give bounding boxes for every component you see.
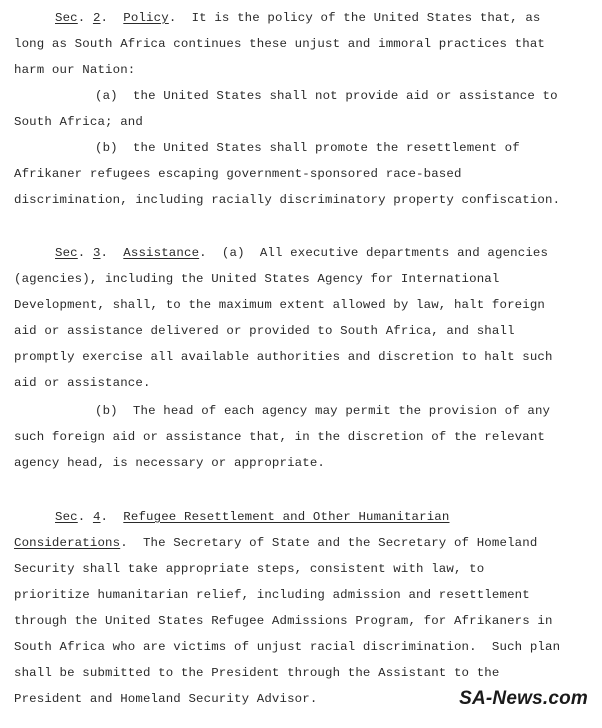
sec2-line2: long as South Africa continues these unjust and immoral practices that	[14, 37, 545, 51]
sec4-line3: Security shall take appropriate steps, consistent with law, to	[14, 562, 485, 576]
sec4-number: 4	[92, 510, 101, 524]
sec3-line4: aid or assistance delivered or provided to South Africa, and shall	[14, 324, 515, 338]
sec2-label: Sec	[55, 11, 78, 25]
sec2-line1-text: . It is the policy of the United States that, as	[168, 11, 541, 25]
sec4-heading-line: Sec. 4. Refugee Resettlement and Other Humanitarian	[55, 510, 450, 524]
sec3-b-line1: (b) The head of each agency may permit the provision of any	[95, 404, 551, 418]
sec4-line2-text: . The Secretary of State and the Secretary of Homeland	[120, 536, 538, 550]
sec2-b-line3: discrimination, including racially discriminatory property confiscation.	[14, 193, 561, 207]
sec3-number: 3	[92, 246, 101, 260]
sec3-line3: Development, shall, to the maximum extent allowed by law, halt foreign	[14, 298, 545, 312]
sec4-line6: South Africa who are victims of unjust racial discrimination. Such plan	[14, 640, 561, 654]
sec4-line4: prioritize humanitarian relief, including admission and resettlement	[14, 588, 530, 602]
sec4-line7: shall be submitted to the President through the Assistant to the	[14, 666, 500, 680]
sec4-title-line2: Considerations	[14, 536, 121, 550]
sec4-label: Sec	[55, 510, 78, 524]
sec3-heading-line: Sec. 3. Assistance. (a) All executive departments and agencies	[55, 246, 549, 260]
sec4-title-line1: Refugee Resettlement and Other Humanitarian	[123, 510, 450, 524]
sec4-line2	[14, 535, 537, 551]
sec2-heading-line: Sec. 2. Policy. It is the policy of the United States that, as	[55, 11, 541, 25]
sec3-b-line2: such foreign aid or assistance that, in the discretion of the relevant	[14, 430, 545, 444]
sec2-line3: harm our Nation:	[14, 63, 136, 77]
sec2-b-line2: Afrikaner refugees escaping government-sponsored race-based	[14, 167, 462, 181]
sec2-b-line1: (b) the United States shall promote the resettlement of	[95, 141, 520, 155]
sec2-a-line2: South Africa; and	[14, 115, 143, 129]
sec4-line8: President and Homeland Security Advisor.	[14, 692, 318, 706]
sec3-b-line3: agency head, is necessary or appropriate.	[14, 456, 326, 470]
sec3-line5: promptly exercise all available authorities and discretion to halt such	[14, 350, 553, 364]
sec3-line1-text: . (a) All executive departments and agencies	[199, 246, 549, 260]
sec2-title: Policy	[123, 11, 169, 25]
sec4-line5: through the United States Refugee Admissions Program, for Afrikaners in	[14, 614, 553, 628]
sec3-label: Sec	[55, 246, 78, 260]
sec2-a-line1: (a) the United States shall not provide aid or assistance to	[95, 89, 558, 103]
sec3-line2: (agencies), including the United States Agency for International	[14, 272, 500, 286]
sec3-line6: aid or assistance.	[14, 376, 151, 390]
sec3-title: Assistance	[123, 246, 200, 260]
watermark-logo: SA-News.com	[459, 688, 588, 709]
sec2-number: 2	[92, 11, 101, 25]
